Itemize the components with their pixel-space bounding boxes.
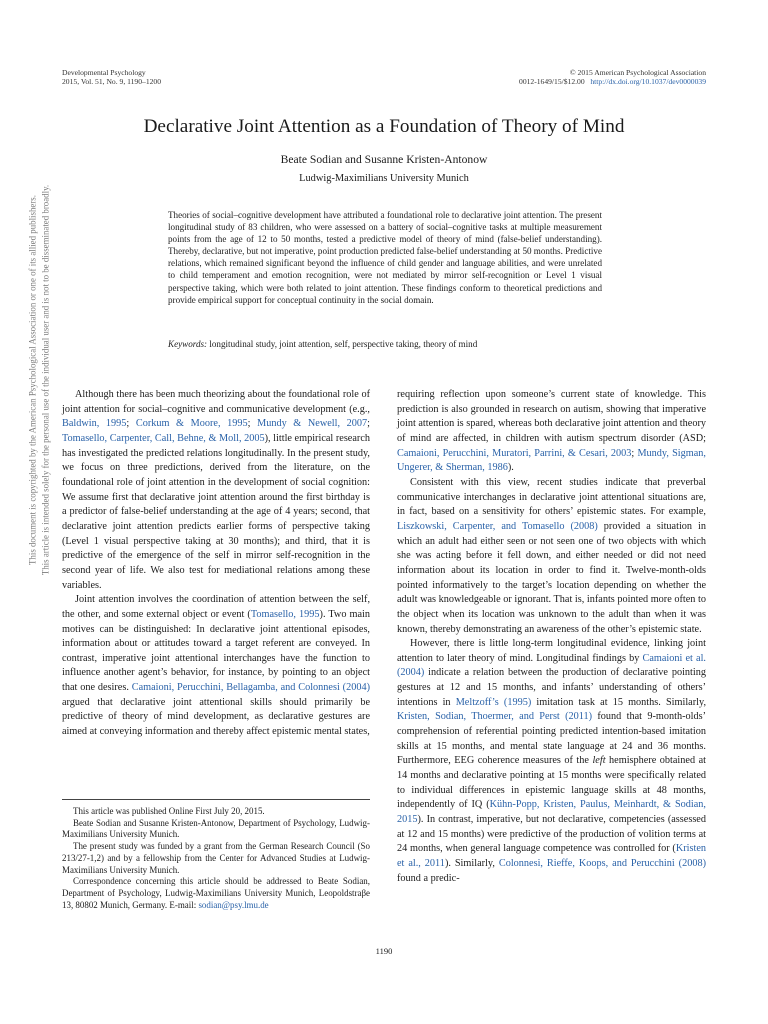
email-link[interactable]: sodian@psy.lmu.de [198, 899, 269, 910]
citation-link[interactable]: Camaioni et al. (2004) [397, 652, 706, 679]
footnote-online-date: This article was published Online First July 20, 2015. [73, 806, 265, 816]
keywords-label: Keywords: [168, 339, 208, 349]
journal-name: Developmental Psychology [62, 68, 146, 77]
citation-link[interactable]: Mundy, Sigman, Ungerer, & Sherman, 1986 [397, 447, 706, 474]
footnote-affiliation: Beate Sodian and Susanne Kristen-Antonow, Department of Psychology, Ludwig-Maximilians University Munich. [62, 817, 370, 840]
citation-link[interactable]: Baldwin, 1995 [62, 418, 127, 430]
body-text: found that 9-month-olds’ comprehension of referential pointing predicted intention-based imitation skills at 15 months, and mental state language at 24 and 36 months. Furthermore, EEG coherence measures of the [397, 711, 706, 767]
footnote-rule [62, 799, 370, 800]
citation-link[interactable]: Meltzoff’s (1995) [455, 696, 532, 708]
correspondence-text: Correspondence concerning this article should be addressed to Beate Sodian, Department of Psychology, Ludwig-Maximilians University Munich, Leopoldstraβe 13, 80802 Munich, Germany. E-mail: [62, 876, 370, 910]
body-column-left [62, 388, 370, 740]
body-text: ; [247, 418, 258, 430]
keywords-list: longitudinal study, joint attention, self, perspective taking, theory of mind [209, 339, 478, 349]
article-title: Declarative Joint Attention as a Foundation of Theory of Mind [143, 116, 625, 137]
citation-link[interactable]: Camaioni, Perucchini, Bellagamba, and Colonnesi (2004) [131, 682, 370, 694]
body-text: requiring reflection upon someone’s current state of knowledge. This prediction is also grounded in research on autism, showing that imperative joint attention is spared, whereas both declarative joint attention and theory of mind are affected, in children with autism spectrum disorder (ASD; [397, 389, 706, 444]
body-text: ). In contrast, imperative, but not declarative, competencies (assessed at 12 and 15 months) were predictive of the production of volition terms at 24 months, when general language competence was controlled for ( [397, 814, 706, 855]
footnotes [62, 806, 370, 911]
abstract: Theories of social–cognitive development have attributed a foundational role to declarative joint attention. The present longitudinal study of 83 children, who were assessed on a battery of social–cognitive tasks at multiple measurement points from the age of 12 to 50 months, tested a predictive model of theory of mind (false-belief understanding). Thereby, declarative, but not imperative, point production predicted false-belief understanding at 50 months. Predictive relations, which remained significant beyond the influence of child gender and language abilities, and were unrelated to child temperament and emotion recognition, were not mediated by mirror self-recognition or Level 1 visual perspective taking, which were both related to joint attention. These findings conform to theoretical predictions and provide empirical support for conceptual continuity in the social domain. [168, 210, 603, 305]
emphasis-text: left [592, 755, 606, 767]
citation-link[interactable]: Colonnesi, Rieffe, Koops, and Perucchini (2008) [498, 858, 706, 869]
citation-link[interactable]: Corkum & Moore, 1995 [135, 418, 248, 430]
body-text: provided a situation in which an adult had either seen or not seen one of two objects with which she was acting before it fell down, and either needed or did not need information about its location in order to find it. Twelve-month-olds pointed informatively to the target’s location depending on whether the adult was knowledgeable or ignorant. That is, infants pointed more often to the object when its location was unknown to the adult than when it was known, thereby demonstrating an awareness of the other’s epistemic state. [397, 520, 706, 635]
body-text: ; [631, 447, 638, 459]
body-text: ). Two main motives can be distinguished: In declarative joint attentional episodes, information about or attitudes toward a target referent are conveyed. In contrast, imperative joint attentional interchanges have the function to influence another agent’s behavior, for instance, by pointing to an object that one desires. [62, 608, 371, 694]
body-paragraph [397, 388, 706, 476]
body-text: ), little empirical research has investigated the predicted relations longitudinally. In the present study, we focus on three predictions, derived from the literature, on the foundational role of joint attention in the development of social cognition: We assume first that declarative joint attention around the first birthday is a predictor of false-belief understanding at the age of 4 years; second, that declarative joint attention predicts earlier forms of perspective taking (Level 1 visual perspective taking at 30 months); and third, that it is predictive of the emergence of the self in mirror self-recognition in the second year of life. We also test for mediational relations among these variables. [62, 432, 370, 591]
keywords [168, 338, 602, 350]
body-text: found a predic- [397, 872, 460, 884]
running-header-right [519, 68, 706, 86]
author-names: Beate Sodian and Susanne Kristen-Antonow [280, 153, 488, 166]
copyright-notice-line-2: This article is intended solely for the personal use of the individual user and is not to be disseminated broadly. [41, 184, 51, 576]
page-number: 1190 [375, 946, 393, 956]
citation-link[interactable]: Mundy & Newell, 2007 [257, 418, 368, 430]
body-text: imitation task at 15 months. Similarly, [531, 696, 707, 708]
running-header-left [62, 68, 161, 86]
body-paragraph [62, 593, 370, 740]
body-text: ; [126, 418, 136, 430]
doi-link[interactable]: http://dx.doi.org/10.1037/dev0000039 [590, 77, 706, 86]
body-text: ). [507, 462, 514, 474]
body-text: ; [367, 418, 370, 430]
citation-link[interactable]: Tomasello, 1995 [250, 608, 320, 620]
body-text: Although there has been much theorizing about the foundational role of joint attention for social–cognitive and communicative development (e.g., [62, 389, 370, 415]
body-text: However, there is little long-term longitudinal evidence, linking joint attention to later theory of mind. Longitudinal findings by [397, 638, 706, 664]
citation-link[interactable]: Kristen, Sodian, Thoermer, and Perst (2011) [397, 711, 593, 723]
body-text: hemisphere obtained at 14 months and declarative pointing at 15 months were specifically related to individual differences in epistemic language skills at 48 months, independently of IQ ( [397, 755, 706, 811]
volume-line: 2015, Vol. 51, No. 9, 1190–1200 [62, 77, 162, 86]
body-text: indicate a relation between the production of declarative pointing gestures at 12 and 15 months, and infants’ understanding of others’ intentions in [397, 667, 706, 708]
body-text: Consistent with this view, recent studies indicate that preverbal communicative interchanges in declarative joint attentional situations are, in fact, based on a sensitivity for others’ epistemic states. For example, [397, 476, 706, 518]
issn-doi-line [519, 77, 706, 86]
issn-price: 0012-1649/15/$12.00 [519, 77, 585, 86]
author-affiliation: Ludwig-Maximilians University Munich [299, 173, 469, 184]
body-paragraph [62, 388, 370, 593]
citation-link[interactable]: Camaioni, Perucchini, Muratori, Parrini, & Cesari, 2003 [397, 447, 632, 459]
body-paragraph [397, 637, 706, 886]
footnote-correspondence [62, 876, 370, 911]
citation-link[interactable]: Kühn-Popp, Kristen, Paulus, Meinhardt, & Sodian, 2015 [397, 799, 706, 826]
citation-link[interactable]: Tomasello, Carpenter, Call, Behne, & Moll, 2005 [62, 432, 265, 444]
body-paragraph [397, 476, 706, 637]
body-text: argued that declarative joint attentional skills should primarily be predictive of theory of mind development, as declarative gestures are aimed at conveying information and thereby affect epistemic mental states, [62, 696, 370, 738]
copyright-line: © 2015 American Psychological Association [569, 68, 706, 77]
body-text: ). Similarly, [444, 858, 499, 869]
citation-link[interactable]: Liszkowski, Carpenter, and Tomasello (2008) [397, 520, 598, 532]
body-column-right [397, 388, 706, 886]
body-text: Joint attention involves the coordination of attention between the self, the other, and some external object or event ( [62, 594, 370, 620]
footnote-funding: The present study was funded by a grant from the German Research Council (So 213/27-1,2) and by a fellowship from the Center for Advanced Studies at Ludwig-Maximilians University Munich. [62, 841, 370, 875]
citation-link[interactable]: Kristen et al., 2011 [397, 843, 706, 869]
copyright-notice-line-1: This document is copyrighted by the American Psychological Association or one of its allied publishers. [27, 195, 38, 565]
